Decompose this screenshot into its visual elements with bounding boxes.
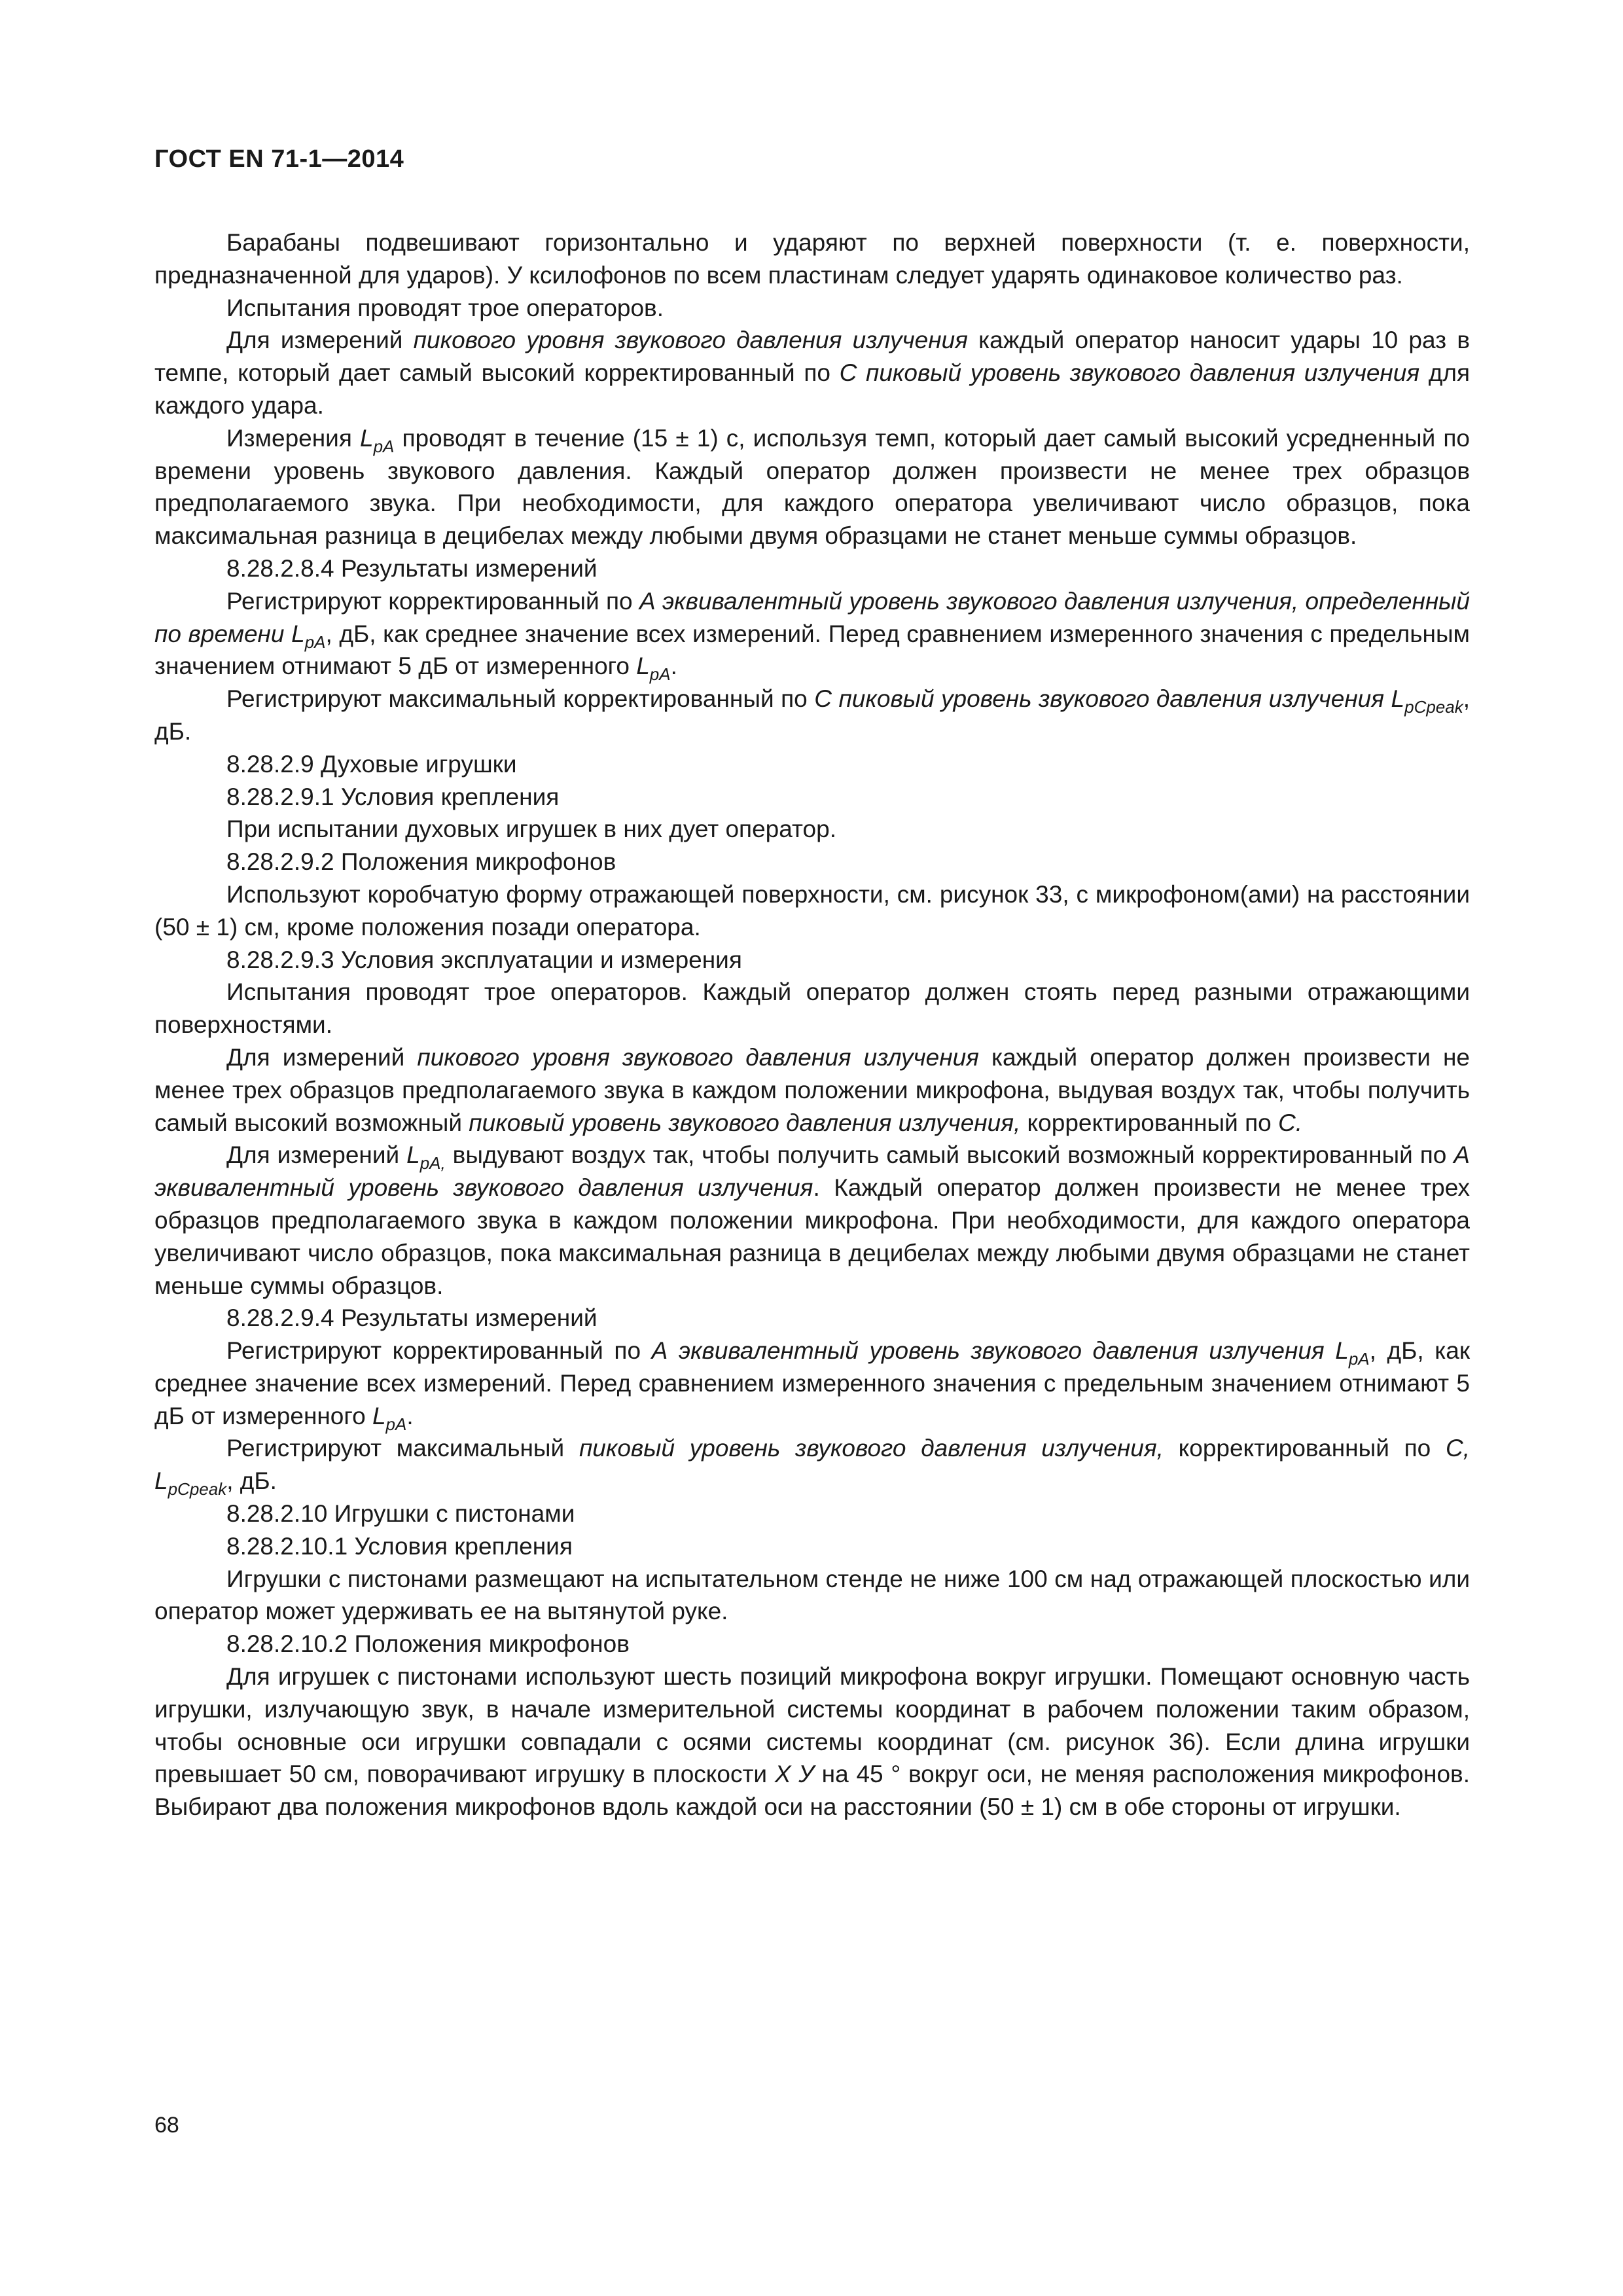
section-heading: 8.28.2.9.4 Результаты измерений: [226, 1304, 597, 1332]
section-heading: 8.28.2.9.1 Условия крепления: [226, 783, 560, 810]
section-heading: 8.28.2.9 Духовые игрушки: [226, 750, 517, 778]
section-heading: 8.28.2.10.1 Условия крепления: [226, 1532, 573, 1560]
paragraph: Барабаны подвешивают горизонтально и ударяют по верхней поверхности (т. е. поверхности, предназначенной для ударов). У ксилофонов по всем пластинам следует ударять одинаковое количество раз.: [154, 229, 1470, 289]
paragraph: Используют коробчатую форму отражающей поверхности, см. рисунок 33, с микрофоном(ами) на расстоянии (50 ± 1) см, кроме положения позади оператора.: [154, 880, 1470, 941]
paragraph: Для измерений $L_{pA,}$ выдувают воздух так, чтобы получить самый высокий возможный корректированный по А эквивалентный уровень звукового давления излучения. Каждый оператор должен произвести не менее трех образцов предполагаемого звука в каждом положении микрофона. При необходимости, для каждого оператора увеличивают число образцов, пока максимальная разница в децибелах между любыми двумя образцами не станет меньше суммы образцов.: [154, 1141, 1470, 1299]
paragraph: Испытания проводят трое операторов.: [226, 294, 664, 321]
page-number: 68: [154, 2113, 179, 2138]
section-heading: 8.28.2.8.4 Результаты измерений: [226, 554, 597, 582]
section-heading: 8.28.2.9.2 Положения микрофонов: [226, 848, 616, 876]
paragraph: Регистрируют корректированный по А эквивалентный уровень звукового давления излучения $L_{pA}$, дБ, как среднее значение всех измерений. Перед сравнением измеренного значения с предельным значением отнимают 5 дБ от измеренного $L_{pA}$.: [154, 1337, 1471, 1434]
document-body: [154, 226, 1470, 1823]
paragraph: Регистрируют корректированный по А эквивалентный уровень звукового давления излучения, определенный по времени $L_{pA}$, дБ, как среднее значение всех измерений. Перед сравнением измеренного значения с предельным значением отнимают 5 дБ от измеренного $L_{pA}$.: [154, 587, 1470, 685]
section-heading: 8.28.2.10.2 Положения микрофонов: [226, 1630, 630, 1658]
paragraph: Для игрушек с пистонами используют шесть позиций микрофона вокруг игрушки. Помещают основную часть игрушки, излучающую звук, в начале измерительной системы координат в рабочем положении таким образом, чтобы основные оси игрушки совпадали с осями системы координат (см. рисунок 36). Если длина игрушки превышает 50 см, поворачивают игрушку в плоскости Х У на 45 ° вокруг оси, не меняя расположения микрофонов. Выбирают два положения микрофонов вдоль каждой оси на расстоянии (50 ± 1) см в обе стороны от игрушки.: [154, 1663, 1470, 1821]
paragraph: Испытания проводят трое операторов. Каждый оператор должен стоять перед разными отражающими поверхностями.: [154, 978, 1470, 1039]
paragraph: Для измерений пикового уровня звукового давления излучения каждый оператор наносит удары 10 раз в темпе, который дает самый высокий корректированный по С пиковый уровень звукового давления излучения для каждого удара.: [154, 327, 1470, 419]
paragraph: Для измерений пикового уровня звукового давления излучения каждый оператор должен произвести не менее трех образцов предполагаемого звука в каждом положении микрофона, выдувая воздух так, чтобы получить самый высокий возможный пиковый уровень звукового давления излучения, корректированный по С.: [154, 1043, 1470, 1136]
section-heading: 8.28.2.9.3 Условия эксплуатации и измерения: [226, 946, 742, 973]
document-header: ГОСТ EN 71-1—2014: [154, 145, 404, 173]
paragraph: Игрушки с пистонами размещают на испытательном стенде не ниже 100 см над отражающей плоскостью или оператор может удерживать ее на вытянутой руке.: [154, 1565, 1470, 1625]
paragraph: Измерения $L_{pA}$ проводят в течение (15 ± 1) с, используя темп, который дает самый высокий усредненный по времени уровень звукового давления. Каждый оператор должен произвести не менее трех образцов предполагаемого звука. При необходимости, для каждого оператора увеличивают число образцов, пока максимальная разница в децибелах между любыми двумя образцами не станет меньше суммы образцов.: [154, 424, 1470, 550]
paragraph: Регистрируют максимальный пиковый уровень звукового давления излучения, корректированный по С, $L_{pCpeak}$, дБ.: [154, 1435, 1471, 1499]
paragraph: При испытании духовых игрушек в них дует оператор.: [226, 816, 836, 843]
section-heading: 8.28.2.10 Игрушки с пистонами: [226, 1500, 575, 1528]
paragraph: Регистрируют максимальный корректированный по С пиковый уровень звукового давления излучения $L_{pCpeak}$, дБ.: [154, 685, 1471, 745]
